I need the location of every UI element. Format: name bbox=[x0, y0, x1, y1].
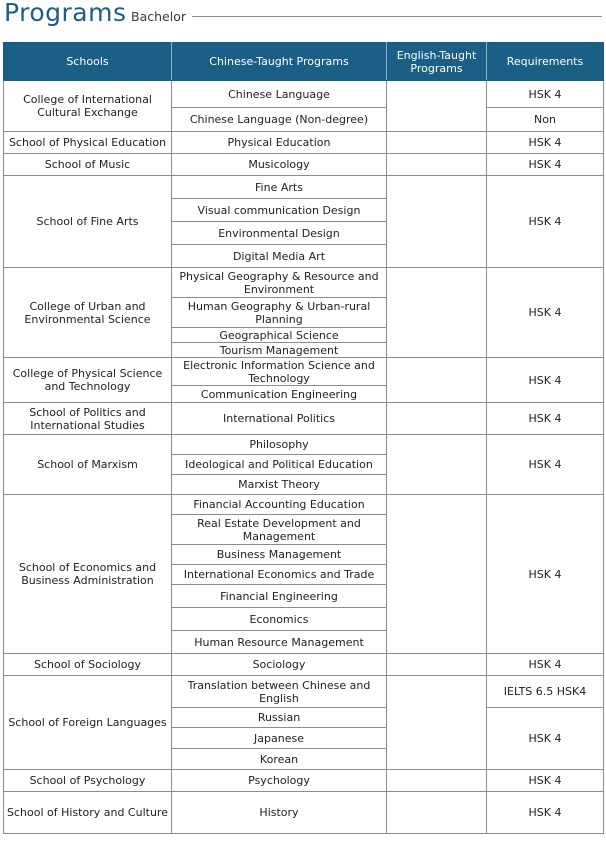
program-cell: Communication Engineering bbox=[172, 386, 387, 403]
school-cell: School of History and Culture bbox=[4, 792, 172, 834]
requirement-cell: HSK 4 bbox=[487, 708, 604, 770]
requirement-cell: HSK 4 bbox=[487, 176, 604, 268]
requirement-cell: HSK 4 bbox=[487, 435, 604, 495]
school-cell: School of Sociology bbox=[4, 654, 172, 676]
table-row bbox=[4, 770, 604, 792]
program-cell: Sociology bbox=[172, 654, 387, 676]
program-cell: Chinese Language (Non-degree) bbox=[172, 108, 387, 132]
english-program-cell bbox=[387, 770, 487, 792]
table-row bbox=[4, 654, 604, 676]
program-cell: International Politics bbox=[172, 403, 387, 435]
school-cell: School of Foreign Languages bbox=[4, 676, 172, 770]
program-cell: Human Resource Management bbox=[172, 631, 387, 654]
program-cell: Economics bbox=[172, 608, 387, 631]
program-cell: Musicology bbox=[172, 154, 387, 176]
school-cell: School of Music bbox=[4, 154, 172, 176]
program-cell: Environmental Design bbox=[172, 222, 387, 245]
requirement-cell: HSK 4 bbox=[487, 403, 604, 435]
table-row bbox=[4, 176, 604, 199]
table-header-row bbox=[4, 43, 604, 81]
program-cell: Psychology bbox=[172, 770, 387, 792]
english-program-cell bbox=[387, 403, 487, 435]
column-header-schools: Schools bbox=[4, 43, 172, 81]
program-cell: Physical Education bbox=[172, 132, 387, 154]
requirement-cell: HSK 4 bbox=[487, 495, 604, 654]
table-row bbox=[4, 676, 604, 708]
school-cell: School of Economics and Business Administration bbox=[4, 495, 172, 654]
program-cell: Korean bbox=[172, 749, 387, 770]
page-header bbox=[0, 0, 606, 34]
program-cell: Geographical Science bbox=[172, 328, 387, 343]
table-row bbox=[4, 435, 604, 455]
program-cell: Financial Engineering bbox=[172, 585, 387, 608]
english-program-cell bbox=[387, 176, 487, 268]
requirement-cell: HSK 4 bbox=[487, 268, 604, 358]
programs-table bbox=[3, 42, 604, 834]
program-cell: Fine Arts bbox=[172, 176, 387, 199]
table-row bbox=[4, 403, 604, 435]
requirement-cell: HSK 4 bbox=[487, 132, 604, 154]
english-program-cell bbox=[387, 792, 487, 834]
school-cell: School of Physical Education bbox=[4, 132, 172, 154]
program-cell: Financial Accounting Education bbox=[172, 495, 387, 515]
english-program-cell bbox=[387, 358, 487, 403]
table-row bbox=[4, 81, 604, 108]
page-subtitle: Bachelor bbox=[131, 9, 186, 24]
title-divider bbox=[192, 16, 602, 17]
table-row bbox=[4, 268, 604, 298]
english-program-cell bbox=[387, 435, 487, 495]
program-cell: Philosophy bbox=[172, 435, 387, 455]
school-cell: School of Psychology bbox=[4, 770, 172, 792]
program-cell: Japanese bbox=[172, 728, 387, 749]
school-cell: College of Urban and Environmental Science bbox=[4, 268, 172, 358]
program-cell: Tourism Management bbox=[172, 343, 387, 358]
program-cell: Translation between Chinese and English bbox=[172, 676, 387, 708]
requirement-cell: Non bbox=[487, 108, 604, 132]
program-cell: Electronic Information Science and Technology bbox=[172, 358, 387, 386]
program-cell: Real Estate Development and Management bbox=[172, 515, 387, 545]
english-program-cell bbox=[387, 154, 487, 176]
school-cell: School of Politics and International Studies bbox=[4, 403, 172, 435]
english-program-cell bbox=[387, 495, 487, 654]
program-cell: Visual communication Design bbox=[172, 199, 387, 222]
program-cell: Digital Media Art bbox=[172, 245, 387, 268]
program-cell: Chinese Language bbox=[172, 81, 387, 108]
program-cell: Ideological and Political Education bbox=[172, 455, 387, 475]
requirement-cell: HSK 4 bbox=[487, 358, 604, 403]
column-header-chinese-taught: Chinese-Taught Programs bbox=[172, 43, 387, 81]
requirement-cell: HSK 4 bbox=[487, 654, 604, 676]
table-row bbox=[4, 132, 604, 154]
page-title: Programs bbox=[4, 0, 127, 27]
table-row bbox=[4, 154, 604, 176]
school-cell: College of Physical Science and Technology bbox=[4, 358, 172, 403]
program-cell: Marxist Theory bbox=[172, 475, 387, 495]
program-cell: Human Geography & Urban-rural Planning bbox=[172, 298, 387, 328]
requirement-cell: IELTS 6.5 HSK4 bbox=[487, 676, 604, 708]
program-cell: History bbox=[172, 792, 387, 834]
program-cell: Physical Geography & Resource and Environment bbox=[172, 268, 387, 298]
table-row bbox=[4, 358, 604, 386]
english-program-cell bbox=[387, 676, 487, 770]
english-program-cell bbox=[387, 81, 487, 132]
english-program-cell bbox=[387, 654, 487, 676]
program-cell: Business Management bbox=[172, 545, 387, 565]
school-cell: School of Fine Arts bbox=[4, 176, 172, 268]
column-header-requirements: Requirements bbox=[487, 43, 604, 81]
english-program-cell bbox=[387, 268, 487, 358]
school-cell: College of International Cultural Exchange bbox=[4, 81, 172, 132]
program-cell: Russian bbox=[172, 708, 387, 728]
table-row bbox=[4, 792, 604, 834]
table-row bbox=[4, 495, 604, 515]
school-cell: School of Marxism bbox=[4, 435, 172, 495]
english-program-cell bbox=[387, 132, 487, 154]
requirement-cell: HSK 4 bbox=[487, 792, 604, 834]
requirement-cell: HSK 4 bbox=[487, 81, 604, 108]
requirement-cell: HSK 4 bbox=[487, 154, 604, 176]
program-cell: International Economics and Trade bbox=[172, 565, 387, 585]
requirement-cell: HSK 4 bbox=[487, 770, 604, 792]
column-header-english-taught: English-Taught Programs bbox=[387, 43, 487, 81]
